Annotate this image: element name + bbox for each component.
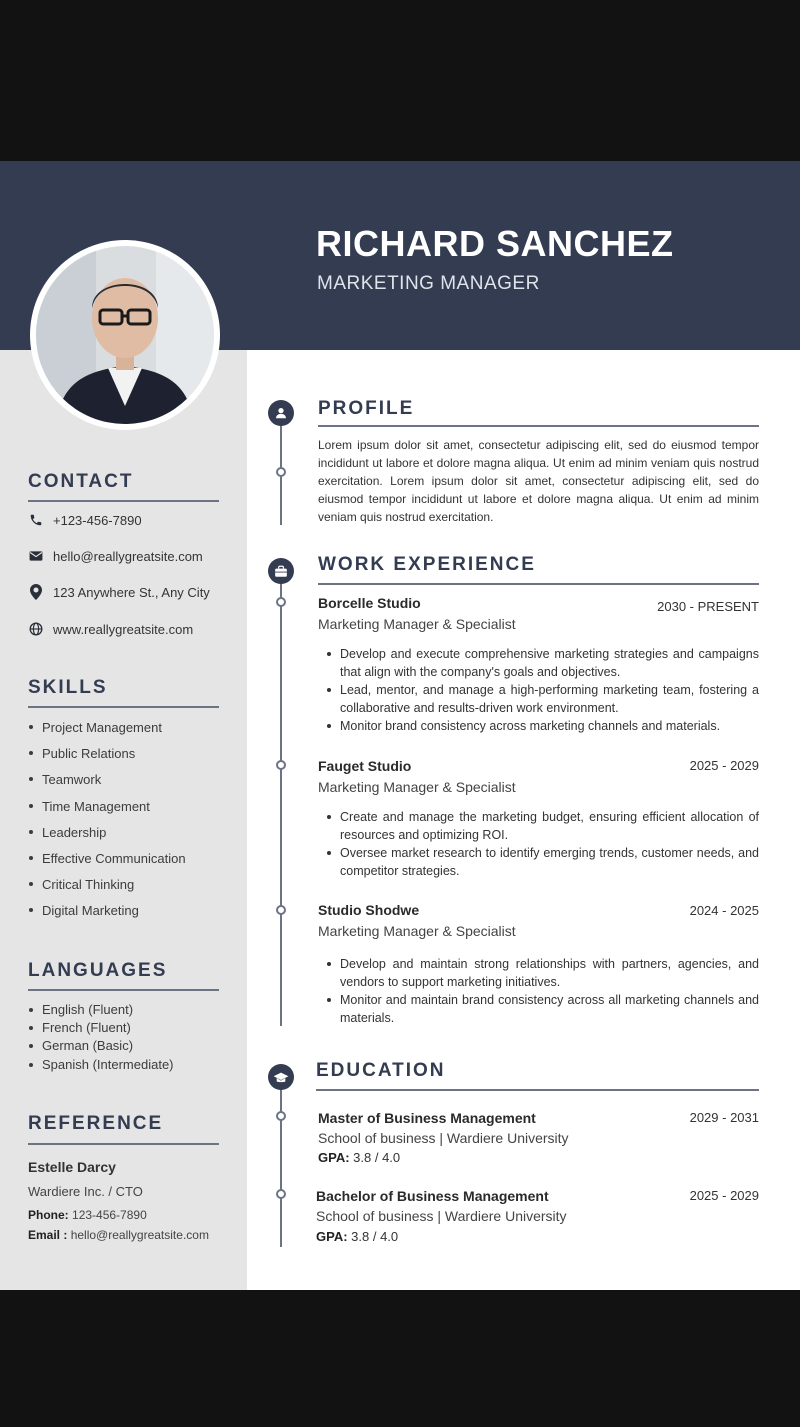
timeline-dot xyxy=(276,597,286,607)
phone-icon xyxy=(28,512,44,528)
job-bullets xyxy=(340,955,759,1027)
education-divider xyxy=(316,1089,759,1091)
job-bullets xyxy=(340,808,759,880)
globe-icon xyxy=(28,621,44,637)
reference-email-value: hello@reallygreatsite.com xyxy=(70,1228,209,1242)
reference-divider xyxy=(28,1143,219,1145)
reference-phone xyxy=(28,1208,147,1222)
list-item: Monitor brand consistency across marketing channels and materials. xyxy=(340,717,759,735)
reference-name: Estelle Darcy xyxy=(28,1159,116,1175)
education-gpa xyxy=(316,1229,398,1244)
list-item: English (Fluent) xyxy=(28,1001,174,1019)
list-item: Teamwork xyxy=(28,770,186,796)
reference-phone-value: 123-456-7890 xyxy=(72,1208,147,1222)
education-gpa xyxy=(318,1150,400,1165)
gpa-value: 3.8 / 4.0 xyxy=(351,1229,399,1244)
job-company: Borcelle Studio xyxy=(318,595,421,611)
job-company: Fauget Studio xyxy=(318,758,412,774)
job-company: Studio Shodwe xyxy=(318,902,420,918)
timeline-dot xyxy=(276,905,286,915)
skills-list xyxy=(28,718,186,928)
list-item: Effective Communication xyxy=(28,849,186,875)
job-title: Marketing Manager & Specialist xyxy=(318,779,516,795)
list-item: Leadership xyxy=(28,823,186,849)
reference-phone-label: Phone: xyxy=(28,1208,69,1222)
list-item: Project Management xyxy=(28,718,186,744)
contact-website-text: www.reallygreatsite.com xyxy=(53,621,194,637)
list-item: Create and manage the marketing budget, ensuring efficient allocation of resources and optimizing ROI. xyxy=(340,810,759,842)
reference-heading: REFERENCE xyxy=(28,1113,164,1134)
list-item: Critical Thinking xyxy=(28,875,186,901)
gpa-label: GPA: xyxy=(318,1150,350,1165)
gpa-value: 3.8 / 4.0 xyxy=(353,1150,401,1165)
person-role: MARKETING MANAGER xyxy=(317,273,540,294)
skills-divider xyxy=(28,706,219,708)
education-heading: EDUCATION xyxy=(316,1060,446,1081)
education-school: School of business | Wardiere University xyxy=(316,1208,567,1224)
gpa-label: GPA: xyxy=(316,1229,348,1244)
portrait-image xyxy=(36,246,214,424)
job-bullets xyxy=(340,645,759,735)
reference-email xyxy=(28,1228,209,1242)
timeline-dot xyxy=(276,1189,286,1199)
reference-email-label: Email : xyxy=(28,1228,68,1242)
person-name: RICHARD SANCHEZ xyxy=(316,223,674,264)
education-degree: Bachelor of Business Management xyxy=(316,1188,549,1204)
list-item: German (Basic) xyxy=(28,1037,174,1055)
skills-heading: SKILLS xyxy=(28,677,108,698)
languages-divider xyxy=(28,989,219,991)
contact-email-text: hello@reallygreatsite.com xyxy=(53,548,203,564)
contact-email xyxy=(28,548,203,564)
contact-heading: CONTACT xyxy=(28,471,134,492)
resume-page xyxy=(0,161,800,1290)
education-date: 2025 - 2029 xyxy=(689,1188,759,1203)
profile-text: Lorem ipsum dolor sit amet, consectetur adipiscing elit, sed do eiusmod tempor incididunt ut labore et dolore magna aliqua. Ut enim ad minim veniam quis nostrud exercitation. Lorem ipsum dolor sit amet, consectetur adipiscing elit, sed do eiusmod tempor incididunt ut labore et dolore magna aliqua. Ut enim ad minim veniam quis nostrud exercitation. xyxy=(318,438,759,524)
person-icon xyxy=(268,400,294,426)
contact-address xyxy=(28,584,210,600)
profile-divider xyxy=(318,425,759,427)
list-item: Develop and maintain strong relationships with partners, agencies, and vendors to support marketing initiatives. xyxy=(340,957,759,989)
list-item: Time Management xyxy=(28,797,186,823)
education-degree: Master of Business Management xyxy=(318,1110,536,1126)
languages-list xyxy=(28,1001,174,1074)
profile-heading: PROFILE xyxy=(318,398,415,419)
list-item: Digital Marketing xyxy=(28,901,186,927)
location-pin-icon xyxy=(28,584,44,600)
profile-photo xyxy=(30,240,220,430)
timeline-line-work xyxy=(280,571,282,1026)
contact-website xyxy=(28,621,193,637)
job-title: Marketing Manager & Specialist xyxy=(318,923,516,939)
languages-heading: LANGUAGES xyxy=(28,960,168,981)
timeline-dot xyxy=(276,1111,286,1121)
timeline-line-education xyxy=(280,1077,282,1247)
list-item: Develop and execute comprehensive marketing strategies and campaigns that align with the company's goals and objectives. xyxy=(340,647,759,679)
work-divider xyxy=(318,583,759,585)
contact-phone-text: +123-456-7890 xyxy=(53,512,142,528)
graduation-cap-icon xyxy=(268,1064,294,1090)
list-item: Spanish (Intermediate) xyxy=(28,1056,174,1074)
list-item: Public Relations xyxy=(28,744,186,770)
job-date: 2024 - 2025 xyxy=(689,903,759,918)
list-item: Monitor and maintain brand consistency across all marketing channels and materials. xyxy=(340,993,759,1025)
work-heading: WORK EXPERIENCE xyxy=(318,554,536,575)
timeline-dot xyxy=(276,467,286,477)
list-item: French (Fluent) xyxy=(28,1019,174,1037)
reference-company: Wardiere Inc. / CTO xyxy=(28,1184,143,1199)
mail-icon xyxy=(28,548,44,564)
education-date: 2029 - 2031 xyxy=(689,1110,759,1125)
contact-divider xyxy=(28,500,219,502)
timeline-dot xyxy=(276,760,286,770)
job-date: 2030 - PRESENT xyxy=(657,599,759,614)
job-date: 2025 - 2029 xyxy=(689,758,759,773)
contact-address-text: 123 Anywhere St., Any City xyxy=(53,584,210,600)
briefcase-icon xyxy=(268,558,294,584)
list-item: Lead, mentor, and manage a high-performing marketing team, fostering a collaborative and results-driven work environment. xyxy=(340,683,759,715)
job-title: Marketing Manager & Specialist xyxy=(318,616,516,632)
education-school: School of business | Wardiere University xyxy=(318,1130,569,1146)
contact-phone xyxy=(28,512,142,528)
list-item: Oversee market research to identify emerging trends, customer needs, and competitor strategies. xyxy=(340,846,759,878)
